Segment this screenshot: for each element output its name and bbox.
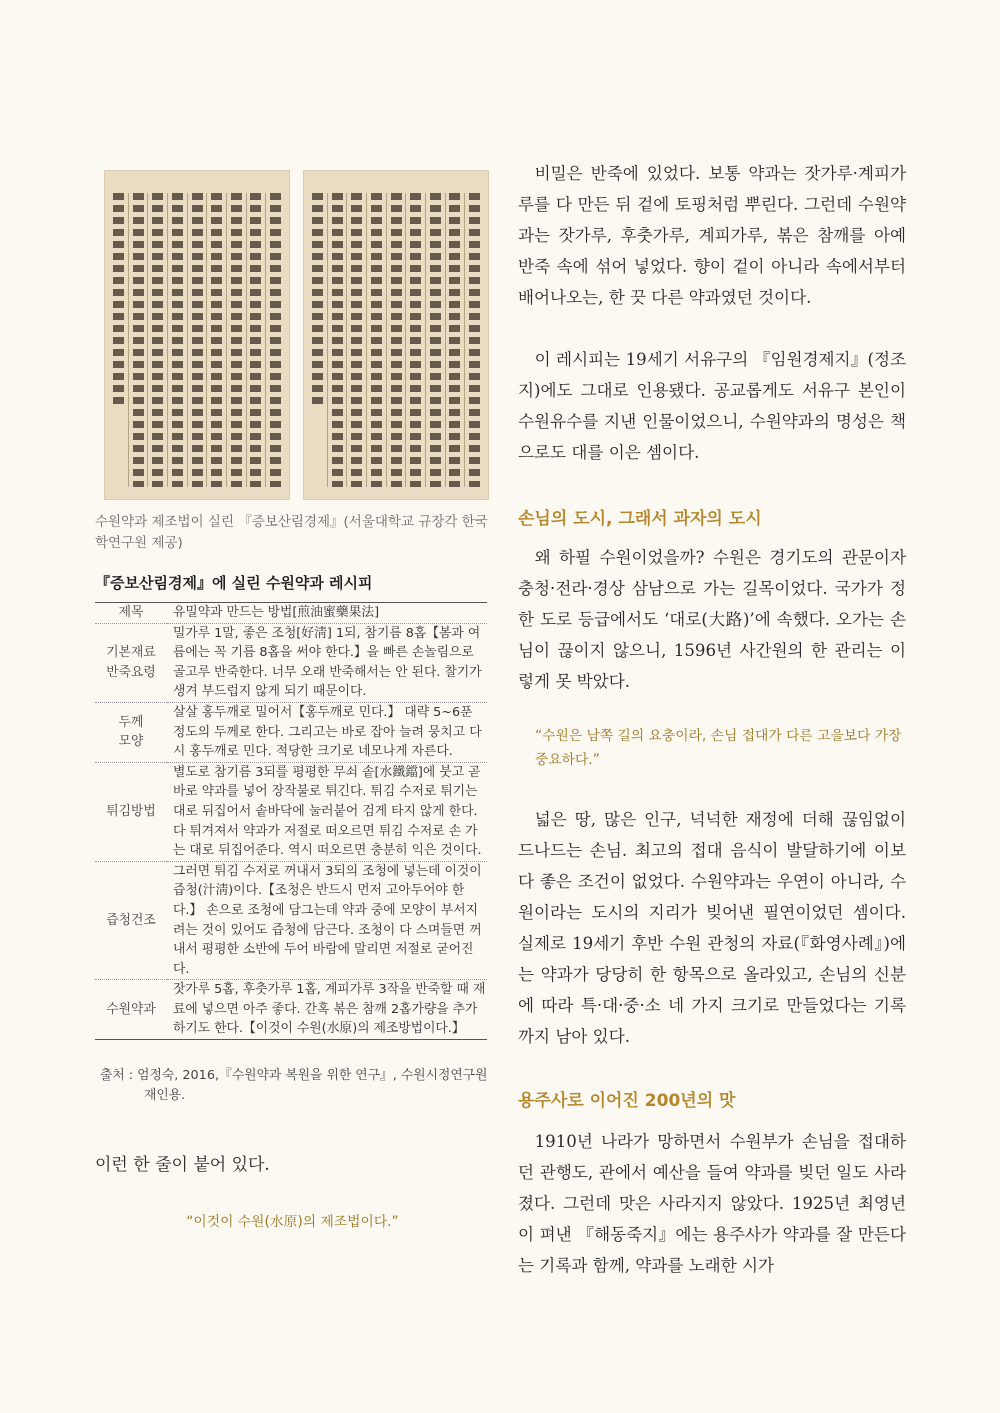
left-quote: “이것이 수원(水原)의 제조법이다.” — [186, 1214, 399, 1230]
table-row — [95, 980, 487, 1040]
right-quote: “수원은 남쪽 길의 요충이라, 손님 접대가 다른 고을보다 가장 중요하다.” — [535, 728, 902, 768]
table-source: 출처 : 엄정숙, 2016,『수원약과 복원을 위한 연구』, 수원시정연구원 재인용. — [100, 1068, 488, 1103]
row-label: 기본재료 반죽요령 — [95, 623, 167, 702]
row-content: 밀가루 1말, 좋은 조청[好淸] 1되, 참기름 8홉【봄과 여름에는 꼭 기름 8홉을 써야 한다.】을 빠른 손놀림으로 골고루 반죽한다. 너무 오래 반죽해서는 안 된다. 찰기가 생겨 부드럽지 않게 되기 때문이다. — [167, 623, 487, 702]
paragraph-5: 1910년 나라가 망하면서 수원부가 손님을 접대하던 관행도, 관에서 예산을 들여 약과를 빚던 일도 사라졌다. 그런데 맛은 사라지지 않았다. 1925년 최영년이 펴낸 『해동죽지』에는 용주사가 약과를 잘 만든다는 기록과 함께, 약과를 노래한 시가 — [518, 1132, 906, 1275]
row-content: 잣가루 5홉, 후춧가루 1홉, 계피가루 3작을 반죽할 때 재료에 넣으면 아주 좋다. 간혹 볶은 참깨 2홉가량을 추가하기도 한다.【이것이 수원(水原)의 제조방법이다.】 — [167, 980, 487, 1040]
left-body-text: 이런 한 줄이 붙어 있다. — [95, 1155, 270, 1175]
table-row — [95, 762, 487, 861]
row-label: 수원약과 — [95, 980, 167, 1040]
photo-caption: 수원약과 제조법이 실린 『증보산림경제』(서울대학교 규장각 한국학연구원 제공) — [95, 514, 488, 551]
row-label: 두께 모양 — [95, 702, 167, 762]
paragraph-4: 넓은 땅, 많은 인구, 넉넉한 재정에 더해 끊임없이 드나드는 손님. 최고의 접대 음식이 발달하기에 이보다 좋은 조건이 없었다. 수원약과는 우연이 아니라, 수원이라는 도시의 지리가 빚어낸 필연이었던 셈이다. 실제로 19세기 후반 수원 관청의 자료(『화영사례』)에는 약과가 당당히 한 항목으로 올라있고, 손님의 신분에 따라 특·대·중·소 네 가지 크기로 만들었다는 기록까지 남아 있다. — [518, 810, 906, 1046]
paragraph-3: 왜 하필 수원이었을까? 수원은 경기도의 관문이자 충청·전라·경상 삼남으로 가는 길목이었다. 국가가 정한 도로 등급에서도 ‘대로(大路)’에 속했다. 오가는 손님이 끊이지 않으니, 1596년 사간원의 한 관리는 이렇게 못 박았다. — [518, 548, 906, 691]
section-heading-2: 용주사로 이어진 200년의 맛 — [518, 1091, 736, 1111]
row-content: 그러면 튀김 수저로 꺼내서 3되의 조청에 넣는데 이것이 즙청(汁淸)이다.【조청은 반드시 먼저 고아두어야 한다.】 손으로 조청에 담그는데 약과 중에 모양이 부서지려는 것이 있어도 즙청에 담근다. 조청이 다 스며들면 꺼내서 평평한 소반에 두어 바람에 말리면 저절로 굳어진다. — [167, 861, 487, 980]
row-label: 즙청건조 — [95, 861, 167, 980]
section-heading-1: 손님의 도시, 그래서 과자의 도시 — [518, 509, 762, 529]
paragraph-2: 이 레시피는 19세기 서유구의 『임원경제지』(정조지)에도 그대로 인용됐다. 공교롭게도 서유구 본인이 수원유수를 지낸 인물이었으니, 수원약과의 명성은 책으로도 대를 이은 셈이다. — [518, 350, 906, 462]
table-row — [95, 702, 487, 762]
table-row — [95, 623, 487, 702]
paragraph-1: 비밀은 반죽에 있었다. 보통 약과는 잣가루·계피가루를 다 만든 뒤 겉에 토핑처럼 뿌린다. 그런데 수원약과는 잣가루, 후춧가루, 계피가루, 볶은 참깨를 아예 반죽 속에 섞어 넣었다. 향이 겉이 아니라 속에서부터 배어나오는, 한 끗 다른 약과였던 것이다. — [518, 164, 906, 307]
book-photo-right — [303, 170, 489, 500]
row-content: 살살 홍두깨로 밀어서【홍두깨로 민다.】 대략 5~6푼 정도의 두께로 한다. 그리고는 바로 잡아 늘려 뭉치고 다시 홍두깨로 민다. 적당한 크기로 네모나게 자른다. — [167, 702, 487, 762]
table-row — [95, 603, 487, 624]
row-content: 별도로 참기름 3되를 평평한 무쇠 솥[水鐵鐺]에 붓고 곧바로 약과를 넣어 장작불로 튀긴다. 튀김 수저로 튀기는 대로 뒤집어서 솥바닥에 눌러붙어 검게 타지 않게 한다. 다 튀겨져서 약과가 저절로 떠오르면 튀김 수저로 손 가는 대로 뒤집어준다. 역시 떠오르면 충분히 익은 것이다. — [167, 762, 487, 861]
table-title: 『증보산림경제』에 실린 수원약과 레시피 — [95, 574, 373, 592]
row-content: 유밀약과 만드는 방법[煎油蜜藥果法] — [167, 603, 487, 624]
row-label: 제목 — [95, 603, 167, 624]
book-photo-left — [104, 170, 290, 500]
table-row — [95, 861, 487, 980]
recipe-table — [95, 602, 487, 1040]
row-label: 튀김방법 — [95, 762, 167, 861]
